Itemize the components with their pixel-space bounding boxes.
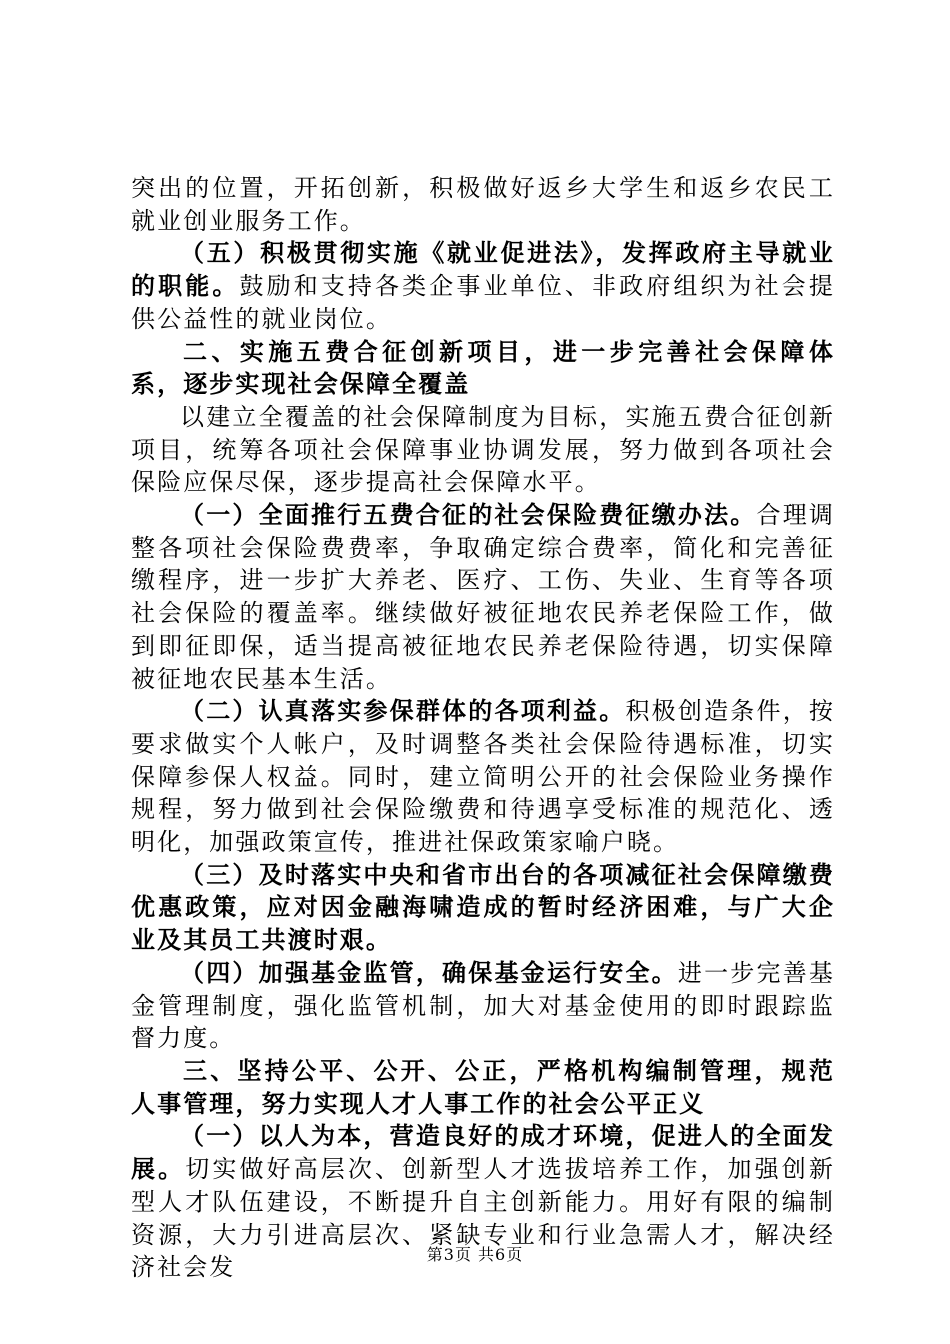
page-number-footer: 第3页 共6页 bbox=[426, 1245, 524, 1264]
paragraph-lead: （一）以人为本，营造良好的成才环境，促进人的全面发展。 bbox=[131, 1121, 835, 1184]
paragraph-text: 鼓励和支持各类企事业单位、非政府组织为社会提供公益性的就业岗位。 bbox=[131, 272, 835, 333]
section-heading-3: 三、坚持公平、公开、公正，严格机构编制管理，规范人事管理，努力实现人才人事工作的社会公平正义 bbox=[131, 1055, 835, 1118]
paragraph-text: 积极创造条件，按要求做实个人帐户，及时调整各类社会保险待遇标准，切实保障参保人权益。同时，建立简明公开的社会保险业务操作规程，努力做到社会保险缴费和待遇享受标准的规范化、透明化，加强政策宣传，推进社保政策家喻户晓。 bbox=[131, 697, 835, 857]
paragraph-lead: （四）加强基金监管，确保基金运行安全。 bbox=[180, 957, 678, 987]
paragraph-text: 合理调整各项社会保险费费率，争取确定综合费率，简化和完善征缴程序，进一步扩大养老、医疗、工伤、失业、生育等各项社会保险的覆盖率。继续做好被征地农民养老保险工作，做到即征即保，适当提高被征地农民养老保险待遇，切实保障被征地农民基本生活。 bbox=[131, 501, 835, 693]
paragraph-lead: （三）及时落实中央和省市出台的各项减征社会保障缴费优惠政策，应对因金融海啸造成的暂时经济困难，与广大企业及其员工共渡时艰。 bbox=[131, 859, 835, 955]
paragraph-text: 切实做好高层次、创新型人才选拔培养工作，加强创新型人才队伍建设，不断提升自主创新能力。用好有限的编制资源，大力引进高层次、紧缺专业和行业急需人才，解决经济社会发 bbox=[131, 1155, 835, 1282]
paragraph-lead: （五）积极贯彻实施《就业促进法》，发挥政府主导就业的职能。 bbox=[131, 238, 835, 301]
paragraph-text: 进一步完善基金管理制度，强化监管机制，加大对基金使用的即时跟踪监督力度。 bbox=[131, 958, 835, 1053]
paragraph-item-5 bbox=[131, 237, 835, 335]
paragraph-continuation bbox=[131, 172, 835, 237]
paragraph-lead: （一）全面推行五费合征的社会保险费征缴办法。 bbox=[180, 500, 757, 530]
paragraph-item-1 bbox=[131, 499, 835, 695]
paragraph-item-4 bbox=[131, 957, 835, 1055]
paragraph-item-2 bbox=[131, 695, 835, 859]
paragraph-item-3 bbox=[131, 859, 835, 957]
paragraph-section-2-intro bbox=[131, 401, 835, 499]
paragraph-text: 突出的位置，开拓创新，积极做好返乡大学生和返乡农民工就业创业服务工作。 bbox=[131, 174, 835, 235]
paragraph-lead: （二）认真落实参保群体的各项利益。 bbox=[180, 696, 626, 726]
document-body bbox=[131, 172, 835, 1284]
section-heading-2: 二、实施五费合征创新项目，进一步完善社会保障体系，逐步实现社会保障全覆盖 bbox=[131, 336, 835, 399]
paragraph-text: 以建立全覆盖的社会保障制度为目标，实施五费合征创新项目，统筹各项社会保障事业协调发展，努力做到各项社会保险应保尽保，逐步提高社会保障水平。 bbox=[131, 402, 835, 497]
